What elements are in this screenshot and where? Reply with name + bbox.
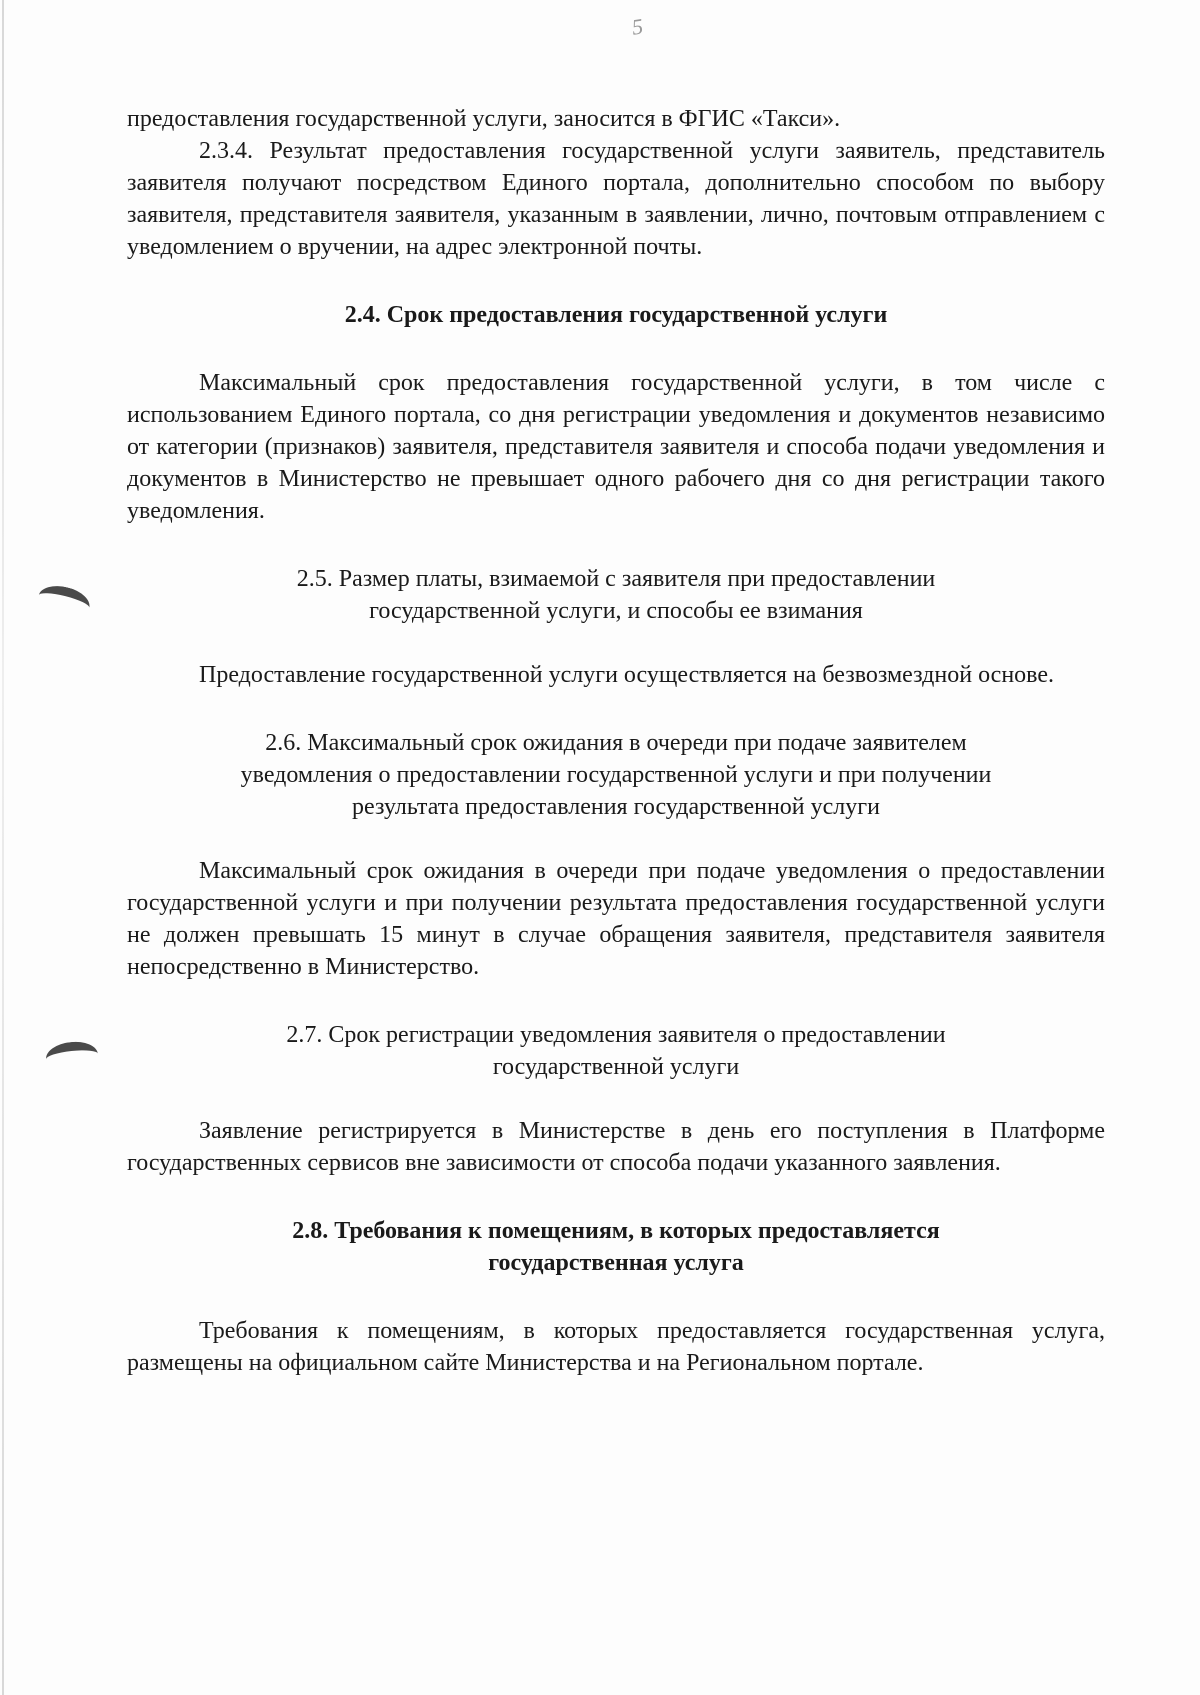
heading-2-8 [127, 1215, 1105, 1279]
paragraph-2-3-3-tail: предоставления государственной услуги, заносится в ФГИС «Такси». [127, 106, 841, 132]
heading-2-5-line-1: 2.5. Размер платы, взимаемой с заявителя при предоставлении [296, 566, 936, 592]
heading-2-6-line-1: 2.6. Максимальный срок ожидания в очереди при подаче заявителем [265, 730, 967, 756]
heading-2-7-line-1: 2.7. Срок регистрации уведомления заявителя о предоставлении [286, 1022, 946, 1048]
paragraph-2-3-4: 2.3.4. Результат предоставления государственной услуги заявитель, представитель заявителя получают посредством Единого портала, дополнительно способом по выбору заявителя, представителя заявителя, указанным в заявлении, лично, почтовым отправлением с уведомлением о вручении, на адрес электронной почты. [127, 138, 1105, 260]
heading-2-4: 2.4. Срок предоставления государственной услуги [344, 302, 888, 328]
punch-hole-mark-top [35, 581, 92, 622]
paragraph-2-8: Требования к помещениям, в которых предоставляется государственная услуга, размещены на официальном сайте Министерства и на Региональном портале. [127, 1318, 1105, 1376]
heading-2-6-line-2: уведомления о предоставлении государственной услуги и при получении [240, 762, 992, 788]
heading-2-5 [127, 563, 1105, 627]
document-body [127, 103, 1105, 1379]
heading-2-7-line-2: государственной услуги [492, 1054, 740, 1080]
heading-2-6-line-3: результата предоставления государственной услуги [352, 794, 880, 820]
scan-left-edge [2, 0, 4, 1695]
punch-hole-mark-bottom [45, 1039, 100, 1073]
page-number: 5 [630, 13, 645, 40]
paragraph-2-6: Максимальный срок ожидания в очереди при подаче уведомления о предоставлении государственной услуги и при получении результата предоставления государственной услуги не должен превышать 15 минут в случае обращения заявителя, представителя заявителя непосредственно в Министерство. [127, 858, 1105, 980]
paragraph-2-5: Предоставление государственной услуги осуществляется на безвозмездной основе. [199, 662, 1055, 688]
heading-2-8-line-1: 2.8. Требования к помещениям, в которых предоставляется [292, 1218, 940, 1244]
heading-2-8-line-2: государственная услуга [488, 1250, 744, 1276]
paragraph-2-7: Заявление регистрируется в Министерстве в день его поступления в Платформе государственных сервисов вне зависимости от способа подачи указанного заявления. [127, 1118, 1105, 1176]
heading-2-7 [127, 1019, 1105, 1083]
heading-2-5-line-2: государственной услуги, и способы ее взимания [369, 598, 863, 624]
heading-2-6 [127, 727, 1105, 823]
paragraph-2-4: Максимальный срок предоставления государственной услуги, в том числе с использованием Единого портала, со дня регистрации уведомления и документов независимо от категории (признаков) заявителя, представителя заявителя и способа подачи уведомления и документов в Министерство не превышает одного рабочего дня со дня регистрации такого уведомления. [127, 370, 1105, 524]
